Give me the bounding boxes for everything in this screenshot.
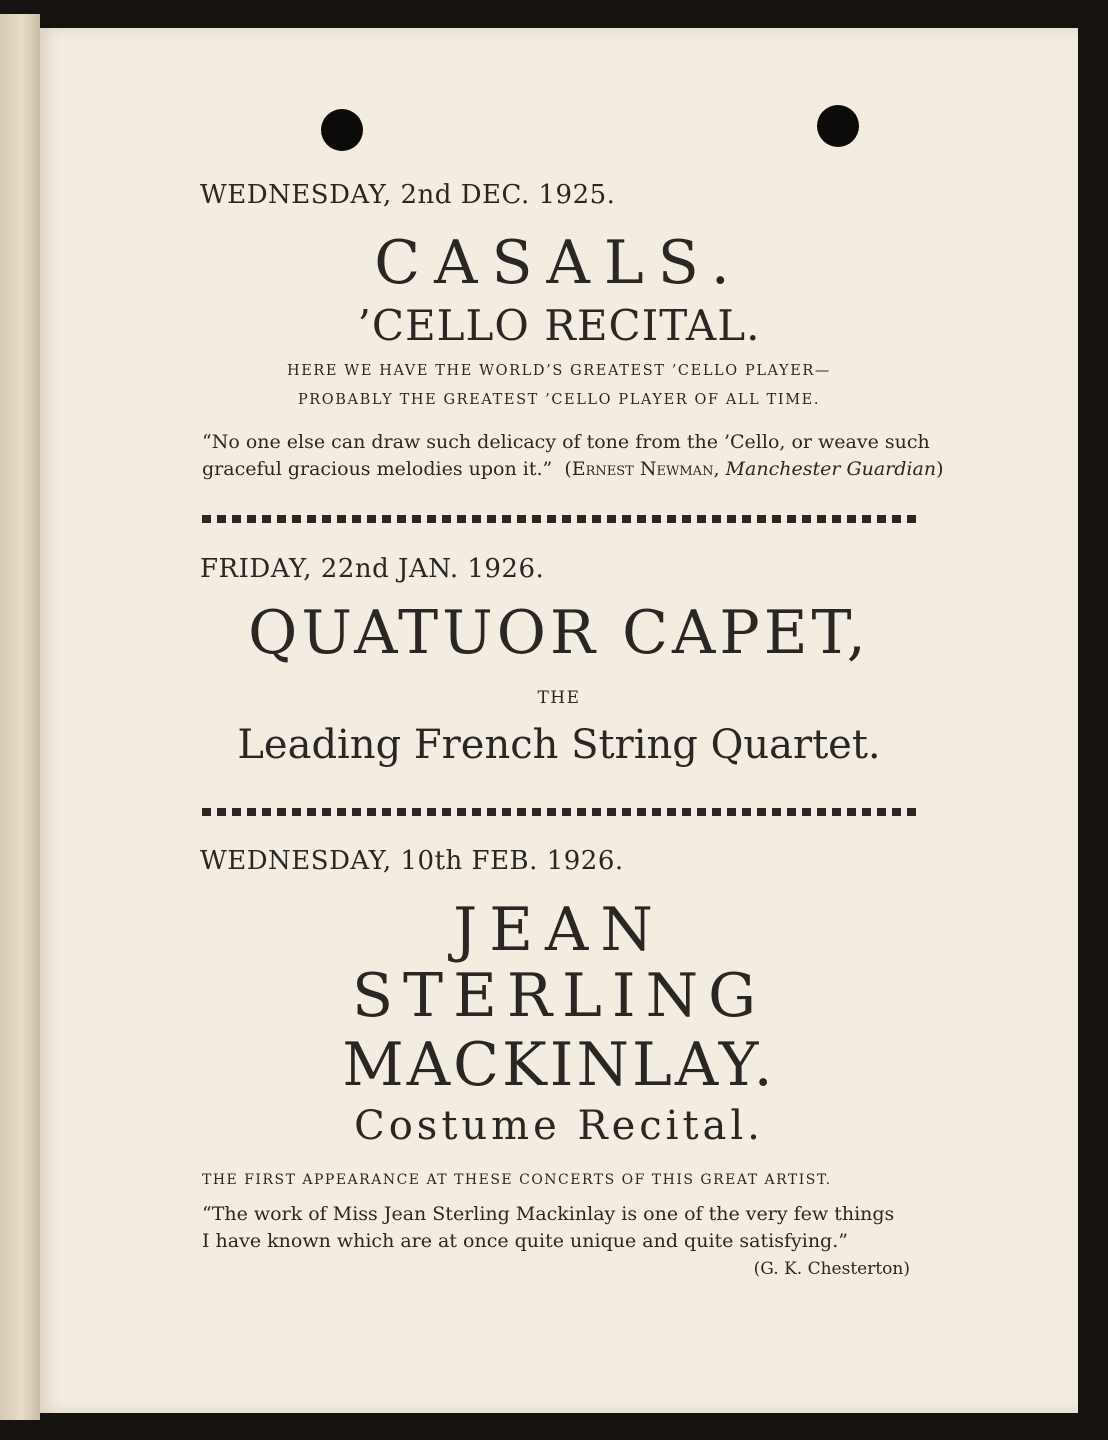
concert3-quote-line2: I have known which are at once quite unique and quite satisfying.”: [202, 1230, 848, 1252]
concert2-subtitle: Leading French String Quartet.: [237, 722, 881, 768]
program-page: [40, 28, 1078, 1413]
concert3-quote-line1: “The work of Miss Jean Sterling Mackinlay is one of the very few things: [202, 1203, 895, 1225]
concert2-performer-name: QUATUOR CAPET,: [248, 598, 870, 668]
book-spine-edge: [0, 14, 40, 1420]
concert3-subtitle: Costume Recital.: [354, 1103, 764, 1149]
concert2-date: FRIDAY, 22nd JAN. 1926.: [200, 554, 545, 584]
concert1-date: WEDNESDAY, 2nd DEC. 1925.: [200, 180, 616, 210]
section-divider-1: [202, 515, 922, 523]
concert1-attribution-name: Ernest Newman: [571, 458, 714, 480]
punch-hole-right: [817, 105, 859, 147]
concert2-the: THE: [537, 688, 581, 708]
concert1-subtitle: ’CELLO RECITAL.: [357, 301, 761, 350]
concert3-tagline: THE FIRST APPEARANCE AT THESE CONCERTS OF THIS GREAT ARTIST.: [202, 1172, 832, 1188]
concert1-tagline-line2: PROBABLY THE GREATEST ’CELLO PLAYER OF ALL TIME.: [297, 392, 821, 408]
section-divider-2: [202, 808, 922, 816]
concert1-attribution-open: (: [564, 458, 572, 480]
concert1-attribution-close: ): [936, 458, 944, 480]
concert3-name-line2: STERLING: [351, 961, 767, 1031]
concert1-attribution-sep: ,: [713, 458, 726, 480]
concert3-attribution: (G. K. Chesterton): [753, 1259, 910, 1279]
concert1-performer-name: CASALS.: [374, 228, 744, 298]
concert3-name-line3: MACKINLAY.: [342, 1030, 776, 1100]
concert1-quote-line1: “No one else can draw such delicacy of tone from the ’Cello, or weave such: [202, 431, 930, 453]
punch-hole-left: [321, 109, 363, 151]
concert1-quote-line2-row: [202, 456, 944, 483]
concert3-date: WEDNESDAY, 10th FEB. 1926.: [200, 846, 624, 876]
concert1-tagline-line1: HERE WE HAVE THE WORLD’S GREATEST ’CELLO PLAYER—: [286, 363, 832, 379]
concert1-quote-line2: graceful gracious melodies upon it.”: [202, 458, 553, 480]
concert1-attribution-source: Manchester Guardian: [725, 458, 937, 480]
concert3-name-line1: JEAN: [453, 895, 665, 965]
